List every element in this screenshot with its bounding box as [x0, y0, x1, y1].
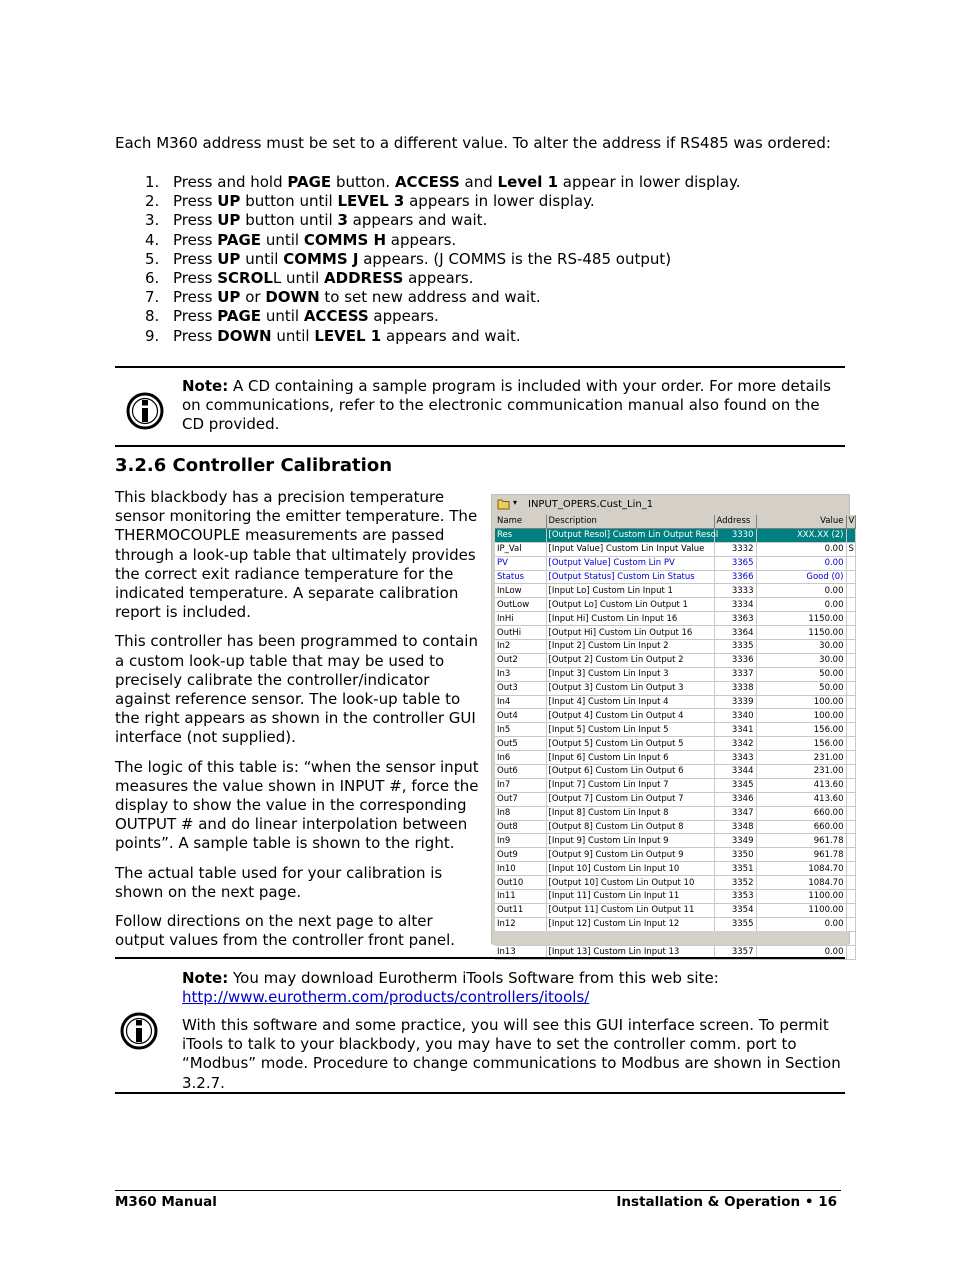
cell-name: OutHi	[495, 626, 546, 640]
step-text: appears and wait.	[347, 211, 488, 230]
cell-value: 231.00	[756, 765, 846, 779]
cell-address: 3338	[714, 681, 756, 695]
cell-address: 3357	[714, 945, 756, 959]
step-keyword: ADDRESS	[324, 268, 404, 287]
cell-address: 3347	[714, 806, 756, 820]
column-header-address[interactable]: Address	[714, 515, 756, 528]
itools-link[interactable]: http://www.eurotherm.com/products/controllers/itools/	[182, 988, 590, 1007]
step-text: appears and wait.	[381, 326, 521, 345]
cell-extra	[846, 834, 855, 848]
step-text: appears in lower display.	[404, 192, 595, 211]
table-row[interactable]	[495, 737, 855, 751]
step-text: or	[240, 288, 266, 307]
cell-description: [Input 11] Custom Lin Input 11	[546, 890, 714, 904]
table-row[interactable]	[495, 834, 855, 848]
note-2	[182, 969, 842, 1007]
note-2-label: Note:	[182, 969, 229, 987]
cell-address: 3339	[714, 695, 756, 709]
paragraph: Follow directions on the next page to alter output values from the controller front panel.	[115, 912, 456, 950]
table-row[interactable]	[495, 792, 855, 806]
itools-gui-screenshot	[491, 494, 855, 958]
cell-description: [Output 3] Custom Lin Output 3	[546, 681, 714, 695]
cell-value: XXX.XX (2)	[756, 528, 846, 542]
step-text: until	[261, 307, 304, 326]
table-row[interactable]	[495, 556, 855, 570]
step-keyword: UP	[217, 192, 241, 211]
cell-address: 3343	[714, 751, 756, 765]
cell-extra	[846, 584, 855, 598]
paragraph: This controller has been programmed to contain a custom look-up table that may be used to precisely calibrate the controller/indicator against reference sensor. The look-up table to the right appears as shown in the controller GUI interface (not supplied).	[115, 632, 478, 747]
gui-table-container[interactable]	[495, 515, 855, 958]
column-header-value[interactable]: Value	[756, 515, 846, 528]
table-row[interactable]	[495, 876, 855, 890]
cell-address: 3340	[714, 709, 756, 723]
cell-description: [Output 4] Custom Lin Output 4	[546, 709, 714, 723]
cell-extra	[846, 723, 855, 737]
table-row[interactable]	[495, 723, 855, 737]
table-row[interactable]	[495, 806, 855, 820]
cell-value: 1100.00	[756, 890, 846, 904]
cell-extra	[846, 695, 855, 709]
gui-title: INPUT_OPERS.Cust_Lin_1	[528, 499, 654, 510]
cell-description: [Input 8] Custom Lin Input 8	[546, 806, 714, 820]
step-item	[115, 173, 815, 192]
cell-extra	[846, 598, 855, 612]
section-heading: 3.2.6 Controller Calibration	[115, 455, 393, 476]
cell-description: [Input 9] Custom Lin Input 9	[546, 834, 714, 848]
footer-rule	[115, 1190, 841, 1191]
note-1	[182, 377, 842, 435]
cell-value: 0.00	[756, 917, 846, 931]
cell-description: [Input 13] Custom Lin Input 13	[546, 945, 714, 959]
cell-extra	[846, 653, 855, 667]
table-header-row	[495, 515, 855, 528]
cell-description: [Input 10] Custom Lin Input 10	[546, 862, 714, 876]
cell-description: [Input 3] Custom Lin Input 3	[546, 667, 714, 681]
divider	[115, 445, 845, 447]
cell-value: 0.00	[756, 598, 846, 612]
cell-extra	[846, 765, 855, 779]
divider	[115, 957, 845, 959]
paragraph: The actual table used for your calibration is shown on the next page.	[115, 863, 443, 901]
note-1-label: Note:	[182, 377, 229, 395]
table-row[interactable]	[495, 890, 855, 904]
cell-name: In12	[495, 917, 546, 931]
cell-description: [Input 5] Custom Lin Input 5	[546, 723, 714, 737]
step-text: L until	[272, 268, 325, 287]
step-keyword: 3	[337, 211, 348, 230]
cell-address: 3355	[714, 917, 756, 931]
table-row[interactable]	[495, 626, 855, 640]
table-row[interactable]	[495, 903, 855, 917]
step-keyword: DOWN	[217, 326, 272, 345]
parameter-table	[495, 515, 856, 960]
step-text: button.	[331, 173, 395, 191]
horizontal-scrollbar[interactable]	[492, 931, 849, 945]
cell-address: 3342	[714, 737, 756, 751]
step-number: 1.	[145, 173, 160, 191]
cell-address: 3334	[714, 598, 756, 612]
cell-description: [Input 7] Custom Lin Input 7	[546, 778, 714, 792]
cell-name: Out6	[495, 765, 546, 779]
cell-extra	[846, 778, 855, 792]
cell-extra	[846, 667, 855, 681]
step-text: until	[261, 230, 304, 249]
cell-name: In6	[495, 751, 546, 765]
cell-value: 413.60	[756, 792, 846, 806]
step-text: to set new address and wait.	[319, 288, 541, 307]
cell-extra	[846, 681, 855, 695]
cell-description: [Output Status] Custom Lin Status	[546, 570, 714, 584]
cell-description: [Output 11] Custom Lin Output 11	[546, 903, 714, 917]
cell-description: [Output Hi] Custom Lin Output 16	[546, 626, 714, 640]
cell-name: In13	[495, 945, 546, 959]
step-text: until	[271, 326, 315, 345]
cell-description: [Input 4] Custom Lin Input 4	[546, 695, 714, 709]
cell-extra	[846, 626, 855, 640]
divider	[115, 1092, 845, 1094]
step-keyword: COMMS J	[283, 249, 359, 268]
cell-value: 231.00	[756, 751, 846, 765]
cell-extra	[846, 806, 855, 820]
cell-value: 100.00	[756, 695, 846, 709]
cell-description: [Input Value] Custom Lin Input Value	[546, 542, 714, 556]
step-keyword: ACCESS	[303, 307, 369, 326]
step-number: 8.	[145, 307, 160, 326]
cell-address: 3344	[714, 765, 756, 779]
table-row[interactable]	[495, 862, 855, 876]
cell-address: 3352	[714, 876, 756, 890]
cell-name: Out10	[495, 876, 546, 890]
cell-address: 3363	[714, 612, 756, 626]
cell-address: 3345	[714, 778, 756, 792]
paragraph: This blackbody has a precision temperature sensor monitoring the emitter temperature. The THERMOCOUPLE measurements are passed through a look-up table that ultimately provides the correct exit radiance temperature for the indicated temperature. A separate calibration report is included.	[115, 488, 478, 622]
step-keyword: PAGE	[217, 230, 262, 249]
cell-extra	[846, 751, 855, 765]
cell-extra	[846, 709, 855, 723]
cell-name: Res	[495, 528, 546, 542]
step-text: button until	[240, 211, 338, 230]
cell-value: 961.78	[756, 834, 846, 848]
cell-description: [Output Value] Custom Lin PV	[546, 556, 714, 570]
cell-name: Out3	[495, 681, 546, 695]
cell-extra	[846, 848, 855, 862]
step-item	[115, 327, 815, 346]
cell-name: PV	[495, 556, 546, 570]
cell-description: [Input 12] Custom Lin Input 12	[546, 917, 714, 931]
step-text: Press	[173, 288, 218, 307]
table-row[interactable]	[495, 917, 855, 931]
cell-name: In8	[495, 806, 546, 820]
cell-value: 0.00	[756, 556, 846, 570]
cell-address: 3348	[714, 820, 756, 834]
note-2-text: You may download Eurotherm iTools Software from this web site:	[228, 969, 719, 987]
cell-address: 3332	[714, 542, 756, 556]
cell-description: [Output 5] Custom Lin Output 5	[546, 737, 714, 751]
step-text: and	[459, 173, 498, 191]
cell-address: 3333	[714, 584, 756, 598]
cell-extra	[846, 528, 855, 542]
step-item	[115, 211, 815, 230]
cell-name: InLow	[495, 584, 546, 598]
folder-icon[interactable]	[497, 498, 511, 513]
cell-address: 3364	[714, 626, 756, 640]
cell-value: 100.00	[756, 709, 846, 723]
cell-value: 30.00	[756, 653, 846, 667]
step-item	[115, 307, 815, 326]
step-text: Press and hold	[173, 173, 288, 191]
cell-extra	[846, 890, 855, 904]
table-row[interactable]	[495, 542, 855, 556]
cell-value: 413.60	[756, 778, 846, 792]
step-text: Press	[173, 307, 218, 326]
table-row[interactable]	[495, 612, 855, 626]
step-number: 6.	[145, 268, 160, 287]
cell-value: 0.00	[756, 542, 846, 556]
cell-value: 156.00	[756, 723, 846, 737]
cell-name: In5	[495, 723, 546, 737]
cell-value: 1084.70	[756, 876, 846, 890]
step-text: appears.	[386, 230, 457, 249]
step-number: 9.	[145, 326, 160, 345]
table-row[interactable]	[495, 667, 855, 681]
cell-extra	[846, 945, 855, 959]
step-text: Press	[173, 249, 218, 268]
cell-address: 3349	[714, 834, 756, 848]
cell-name: Out4	[495, 709, 546, 723]
table-row[interactable]	[495, 528, 855, 542]
gui-titlebar	[492, 495, 849, 515]
cell-description: [Output 8] Custom Lin Output 8	[546, 820, 714, 834]
cell-extra	[846, 612, 855, 626]
cell-value: 1150.00	[756, 612, 846, 626]
cell-value: 660.00	[756, 820, 846, 834]
table-row[interactable]	[495, 848, 855, 862]
cell-name: Out9	[495, 848, 546, 862]
footer-page: Installation & Operation • 16	[616, 1194, 837, 1210]
cell-name: Out7	[495, 792, 546, 806]
cell-description: [Output 2] Custom Lin Output 2	[546, 653, 714, 667]
step-keyword: COMMS H	[303, 230, 387, 249]
cell-name: In9	[495, 834, 546, 848]
section-body	[115, 488, 480, 960]
cell-extra	[846, 570, 855, 584]
step-text: until	[240, 249, 284, 268]
cell-name: IP_Val	[495, 542, 546, 556]
cell-address: 3350	[714, 848, 756, 862]
cell-extra	[846, 820, 855, 834]
cell-name: In4	[495, 695, 546, 709]
cell-name: Out11	[495, 903, 546, 917]
cell-address: 3336	[714, 653, 756, 667]
cell-value: 30.00	[756, 640, 846, 654]
step-text: Press	[173, 326, 218, 345]
step-keyword: PAGE	[287, 173, 332, 191]
step-text: button until	[240, 192, 338, 211]
cell-value: 660.00	[756, 806, 846, 820]
cell-value: 0.00	[756, 584, 846, 598]
info-icon	[120, 1012, 158, 1050]
step-item	[115, 231, 815, 250]
cell-name: In2	[495, 640, 546, 654]
cell-address: 3354	[714, 903, 756, 917]
note-2-body: With this software and some practice, you will see this GUI interface screen. To permit iTools to talk to your blackbody, you may have to set the controller comm. port to “Modbus” mode. Procedure to change communications to Modbus are shown in Section 3.2.7.	[182, 1016, 841, 1092]
step-text: Press	[173, 211, 218, 230]
table-row[interactable]	[495, 820, 855, 834]
step-text: appears.	[403, 268, 474, 287]
info-icon	[126, 392, 164, 430]
cell-extra	[846, 903, 855, 917]
cell-address: 3335	[714, 640, 756, 654]
cell-address: 3341	[714, 723, 756, 737]
cell-extra: S	[846, 542, 855, 556]
paragraph: The logic of this table is: “when the sensor input measures the value shown in INPUT #, force the display to show the value in the corresponding OUTPUT # and do linear interpolation between points”. A sample table is shown to the right.	[115, 757, 479, 853]
cell-description: [Input Hi] Custom Lin Input 16	[546, 612, 714, 626]
cell-description: [Input Lo] Custom Lin Input 1	[546, 584, 714, 598]
step-text: Press	[173, 192, 218, 211]
step-text: appear in lower display.	[558, 173, 741, 191]
cell-extra	[846, 876, 855, 890]
cell-value: 1150.00	[756, 626, 846, 640]
cell-extra	[846, 640, 855, 654]
cell-name: InHi	[495, 612, 546, 626]
footer-title: M360 Manual	[115, 1194, 217, 1210]
intro-paragraph: Each M360 address must be set to a different value. To alter the address if RS485 was ordered:	[115, 134, 831, 152]
step-keyword: UP	[217, 249, 241, 268]
divider	[115, 366, 845, 368]
cell-name: Out8	[495, 820, 546, 834]
cell-description: [Output 7] Custom Lin Output 7	[546, 792, 714, 806]
note-1-text: A CD containing a sample program is included with your order. For more details on communications, refer to the electronic communication manual also found on the CD provided.	[182, 377, 831, 434]
cell-value: 1100.00	[756, 903, 846, 917]
table-row[interactable]	[495, 640, 855, 654]
cell-extra	[846, 862, 855, 876]
cell-address: 3366	[714, 570, 756, 584]
step-keyword: LEVEL 3	[337, 192, 405, 211]
cell-name: In10	[495, 862, 546, 876]
cell-value: 1084.70	[756, 862, 846, 876]
step-keyword: ACCESS	[394, 173, 460, 191]
cell-description: [Output 9] Custom Lin Output 9	[546, 848, 714, 862]
step-number: 4.	[145, 230, 160, 249]
cell-name: OutLow	[495, 598, 546, 612]
cell-name: In11	[495, 890, 546, 904]
step-keyword: PAGE	[217, 307, 262, 326]
cell-description: [Output 10] Custom Lin Output 10	[546, 876, 714, 890]
step-keyword: SCROL	[217, 268, 273, 287]
cell-address: 3353	[714, 890, 756, 904]
step-text: appears. (J COMMS is the RS-485 output)	[358, 249, 672, 268]
step-item	[115, 288, 815, 307]
cell-value: 50.00	[756, 667, 846, 681]
step-item	[115, 269, 815, 288]
chevron-down-icon[interactable]: ▾	[513, 498, 518, 507]
cell-address: 3330	[714, 528, 756, 542]
column-header-extra[interactable]: V	[846, 515, 855, 528]
step-text: appears.	[368, 307, 439, 326]
cell-value: 156.00	[756, 737, 846, 751]
step-number: 5.	[145, 249, 160, 268]
step-keyword: UP	[217, 211, 241, 230]
step-keyword: Level 1	[497, 173, 559, 191]
step-text: Press	[173, 230, 218, 249]
step-item	[115, 192, 815, 211]
cell-description: [Output 6] Custom Lin Output 6	[546, 765, 714, 779]
cell-name: Out2	[495, 653, 546, 667]
table-row[interactable]	[495, 695, 855, 709]
cell-extra	[846, 556, 855, 570]
step-number: 2.	[145, 192, 160, 211]
cell-name: Out5	[495, 737, 546, 751]
cell-description: [Input 6] Custom Lin Input 6	[546, 751, 714, 765]
cell-extra	[846, 792, 855, 806]
table-row[interactable]	[495, 570, 855, 584]
cell-extra	[846, 737, 855, 751]
step-item	[115, 250, 815, 269]
table-row[interactable]	[495, 681, 855, 695]
step-number: 7.	[145, 288, 160, 307]
step-keyword: DOWN	[265, 288, 320, 307]
step-text: Press	[173, 268, 218, 287]
cell-name: In3	[495, 667, 546, 681]
cell-value: 961.78	[756, 848, 846, 862]
cell-address: 3351	[714, 862, 756, 876]
cell-address: 3346	[714, 792, 756, 806]
cell-extra	[846, 917, 855, 931]
step-keyword: UP	[217, 288, 241, 307]
step-keyword: LEVEL 1	[314, 326, 382, 345]
steps-list	[115, 173, 815, 346]
cell-description: [Output Lo] Custom Lin Output 1	[546, 598, 714, 612]
cell-address: 3337	[714, 667, 756, 681]
cell-value: 0.00	[756, 945, 846, 959]
cell-name: In7	[495, 778, 546, 792]
table-row[interactable]	[495, 751, 855, 765]
cell-value: Good (0)	[756, 570, 846, 584]
table-row[interactable]	[495, 598, 855, 612]
step-number: 3.	[145, 211, 160, 230]
table-row[interactable]	[495, 653, 855, 667]
table-row[interactable]	[495, 765, 855, 779]
cell-description: [Output Resol] Custom Lin Output Resol	[546, 528, 714, 542]
table-row[interactable]	[495, 778, 855, 792]
cell-description: [Input 2] Custom Lin Input 2	[546, 640, 714, 654]
table-row[interactable]	[495, 709, 855, 723]
cell-name: Status	[495, 570, 546, 584]
table-row[interactable]	[495, 584, 855, 598]
column-header-name[interactable]: Name	[495, 515, 546, 528]
cell-address: 3365	[714, 556, 756, 570]
cell-value: 50.00	[756, 681, 846, 695]
column-header-description[interactable]: Description	[546, 515, 714, 528]
